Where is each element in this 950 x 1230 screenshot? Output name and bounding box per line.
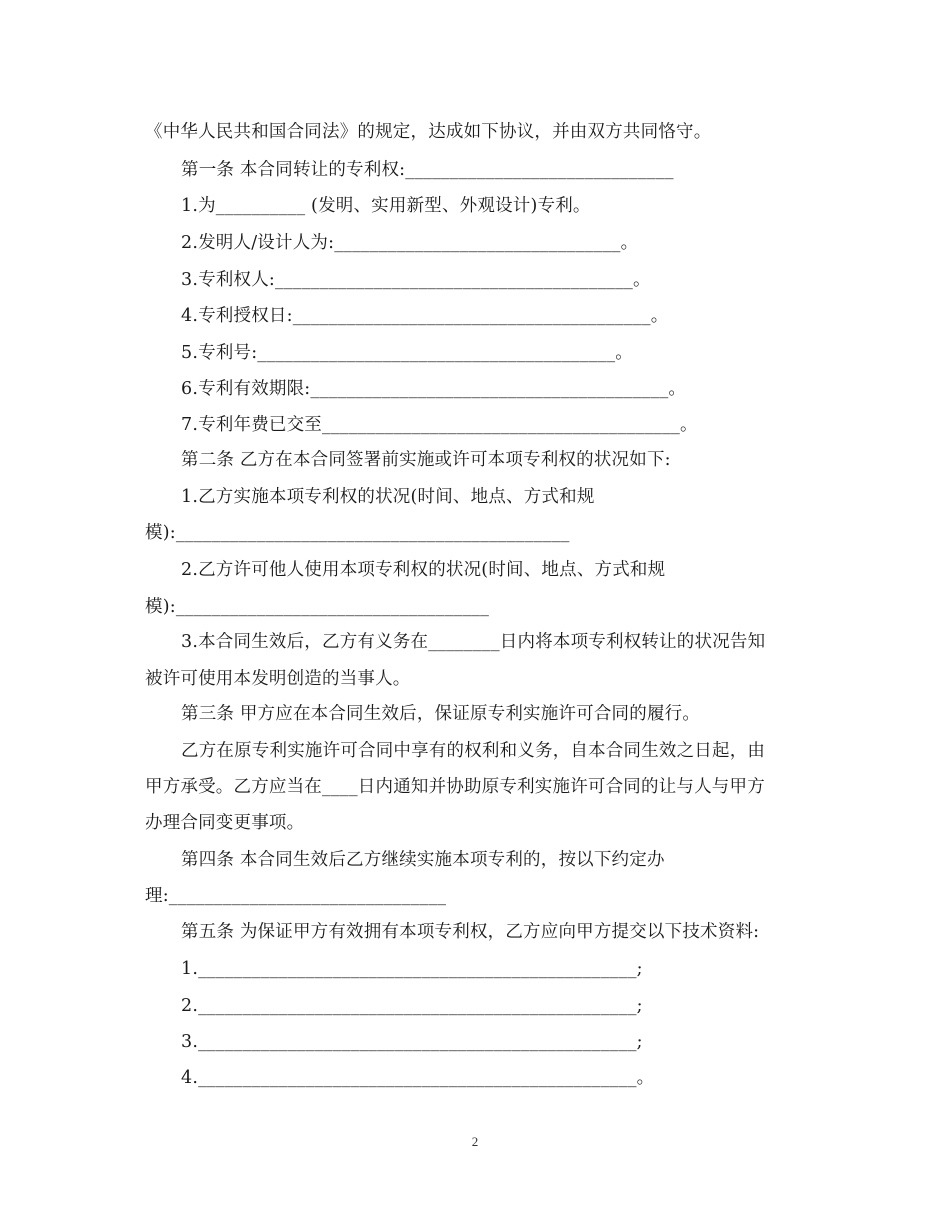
article-1-item-2: 2.发明人/设计人为:________________________________。 [181, 233, 639, 253]
paragraph-intro: 《中华人民共和国合同法》的规定，达成如下协议，并由双方共同恪守。 [145, 122, 712, 142]
article-3-para-line-1: 乙方在原专利实施许可合同中享有的权利和义务，自本合同生效之日起，由 [181, 741, 766, 761]
article-1-item-7: 7.专利年费已交至________________________________________。 [181, 415, 698, 435]
article-5-item-3: 3._________________________________________________; [181, 1032, 643, 1052]
article-5-item-4: 4._________________________________________________。 [181, 1068, 655, 1088]
article-1-item-4: 4.专利授权日:________________________________________。 [181, 306, 669, 326]
article-5-item-1: 1._________________________________________________; [181, 959, 643, 979]
article-1-item-5: 5.专利号:________________________________________。 [181, 343, 633, 363]
article-3-heading: 第三条 甲方应在本合同生效后，保证原专利实施许可合同的履行。 [181, 704, 701, 724]
article-1-item-3: 3.专利权人:________________________________________。 [181, 270, 651, 290]
article-1-item-6: 6.专利有效期限:________________________________________。 [181, 379, 687, 399]
article-3-para-line-3: 办理合同变更事项。 [145, 813, 305, 833]
article-1-item-1: 1.为__________ (发明、实用新型、外观设计)专利。 [181, 196, 591, 216]
article-1-heading: 第一条 本合同转让的专利权:______________________________ [181, 160, 674, 180]
article-5-item-2: 2._________________________________________________; [181, 996, 643, 1016]
article-2-item-3-line-2: 被许可使用本发明创造的当事人。 [145, 669, 411, 689]
article-2-item-1-line-1: 1.乙方实施本项专利权的状况(时间、地点、方式和规 [181, 487, 595, 507]
article-2-item-2-line-1: 2.乙方许可他人使用本项专利权的状况(时间、地点、方式和规 [181, 560, 666, 580]
page-number: 2 [471, 1134, 479, 1149]
article-2-item-1-line-2: 模):____________________________________________ [145, 523, 570, 543]
article-4-heading-line-1: 第四条 本合同生效后乙方继续实施本项专利的，按以下约定办 [181, 850, 665, 870]
article-2-heading: 第二条 乙方在本合同签署前实施或许可本项专利权的状况如下: [181, 450, 671, 470]
article-2-item-3-line-1: 3.本合同生效后，乙方有义务在________日内将本项专利权转让的状况告知 [181, 632, 766, 652]
article-5-heading: 第五条 为保证甲方有效拥有本项专利权，乙方应向甲方提交以下技术资料: [181, 922, 760, 942]
article-2-item-2-line-2: 模):___________________________________ [145, 597, 490, 617]
article-3-para-line-2: 甲方承受。乙方应当在____日内通知并协助原专利实施许可合同的让与人与甲方 [145, 777, 765, 797]
article-4-heading-line-2: 理:_______________________________ [145, 886, 447, 906]
